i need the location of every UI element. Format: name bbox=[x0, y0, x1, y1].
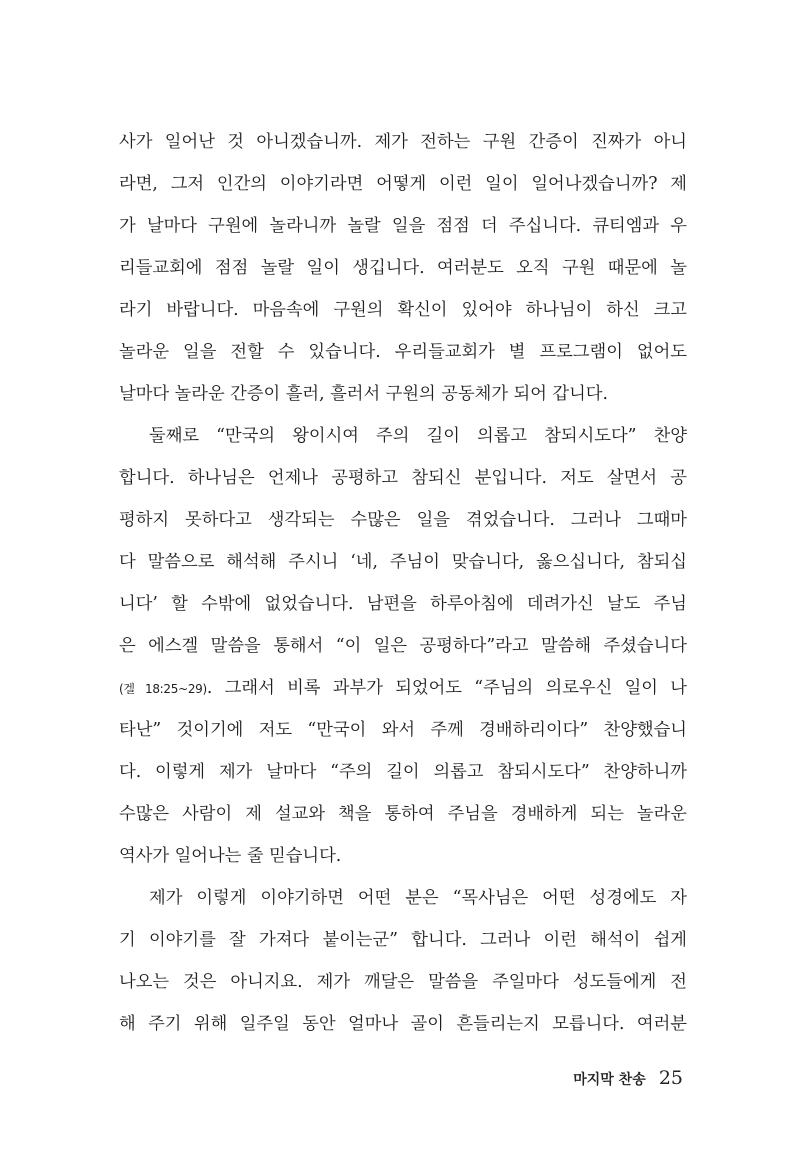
text-line: 다. 이렇게 제가 날마다 “주의 길이 의롭고 참되시도다” 찬양하니까 bbox=[119, 762, 687, 782]
text-line: 사가 일어난 것 아니겠습니까. 제가 전하는 구원 간증이 진짜가 아니 bbox=[119, 132, 687, 152]
text-line: 수많은 사람이 제 설교와 책을 통하여 주님을 경배하게 되는 놀라운 bbox=[119, 804, 687, 824]
text-line: 라기 바랍니다. 마음속에 구원의 확신이 있어야 하나님이 하신 크고 bbox=[119, 300, 687, 320]
text-line: 기 이야기를 잘 가져다 붙이는군” 합니다. 그러나 이런 해석이 쉽게 bbox=[119, 930, 687, 950]
text-line: 해 주기 위해 일주일 동안 얼마나 골이 흔들리는지 모릅니다. 여러분 bbox=[119, 1014, 687, 1034]
paragraph bbox=[119, 121, 687, 415]
text-line: 라면, 그저 인간의 이야기라면 어떻게 이런 일이 일어나겠습니까? 제 bbox=[119, 174, 687, 194]
text-line: 제가 이렇게 이야기하면 어떤 분은 “목사님은 어떤 성경에도 자 bbox=[149, 888, 687, 908]
paragraph bbox=[119, 415, 687, 877]
page-footer bbox=[573, 1063, 683, 1093]
text-line: 은 에스겔 말씀을 통해서 “이 일은 공평하다”라고 말씀해 주셨습니다 bbox=[119, 636, 687, 656]
text-line-with-reference bbox=[119, 667, 687, 709]
scripture-reference: (겔 18:25~29) bbox=[119, 682, 207, 696]
text-line: 니다’ 할 수밖에 없었습니다. 남편을 하루아침에 데려가신 날도 주님 bbox=[119, 594, 687, 614]
text-line: 합니다. 하나님은 언제나 공평하고 참되신 분입니다. 저도 살면서 공 bbox=[119, 468, 687, 488]
text-fragment: . 그래서 비록 과부가 되었어도 “주님의 의로우신 일이 나 bbox=[206, 678, 687, 698]
text-line: 리들교회에 점점 놀랄 일이 생깁니다. 여러분도 오직 구원 때문에 놀 bbox=[119, 258, 687, 278]
page-body bbox=[119, 121, 687, 1045]
running-title: 마지막 찬송 bbox=[573, 1072, 646, 1088]
text-line: 놀라운 일을 전할 수 있습니다. 우리들교회가 별 프로그램이 없어도 bbox=[119, 342, 687, 362]
page-number: 25 bbox=[658, 1067, 683, 1089]
text-line: 날마다 놀라운 간증이 흘러, 흘러서 구원의 공동체가 되어 갑니다. bbox=[119, 384, 608, 404]
text-line: 평하지 못하다고 생각되는 수많은 일을 겪었습니다. 그러나 그때마 bbox=[119, 510, 687, 530]
paragraph bbox=[119, 877, 687, 1045]
text-line: 타난” 것이기에 저도 “만국이 와서 주께 경배하리이다” 찬양했습니 bbox=[119, 720, 687, 740]
text-line: 둘째로 “만국의 왕이시여 주의 길이 의롭고 참되시도다” 찬양 bbox=[149, 426, 687, 446]
text-line: 나오는 것은 아니지요. 제가 깨달은 말씀을 주일마다 성도들에게 전 bbox=[119, 972, 687, 992]
text-line: 다 말씀으로 해석해 주시니 ‘네, 주님이 맞습니다, 옳으십니다, 참되십 bbox=[119, 552, 687, 572]
text-line: 가 날마다 구원에 놀라니까 놀랄 일을 점점 더 주십니다. 큐티엠과 우 bbox=[119, 216, 687, 236]
text-line: 역사가 일어나는 줄 믿습니다. bbox=[119, 846, 342, 866]
